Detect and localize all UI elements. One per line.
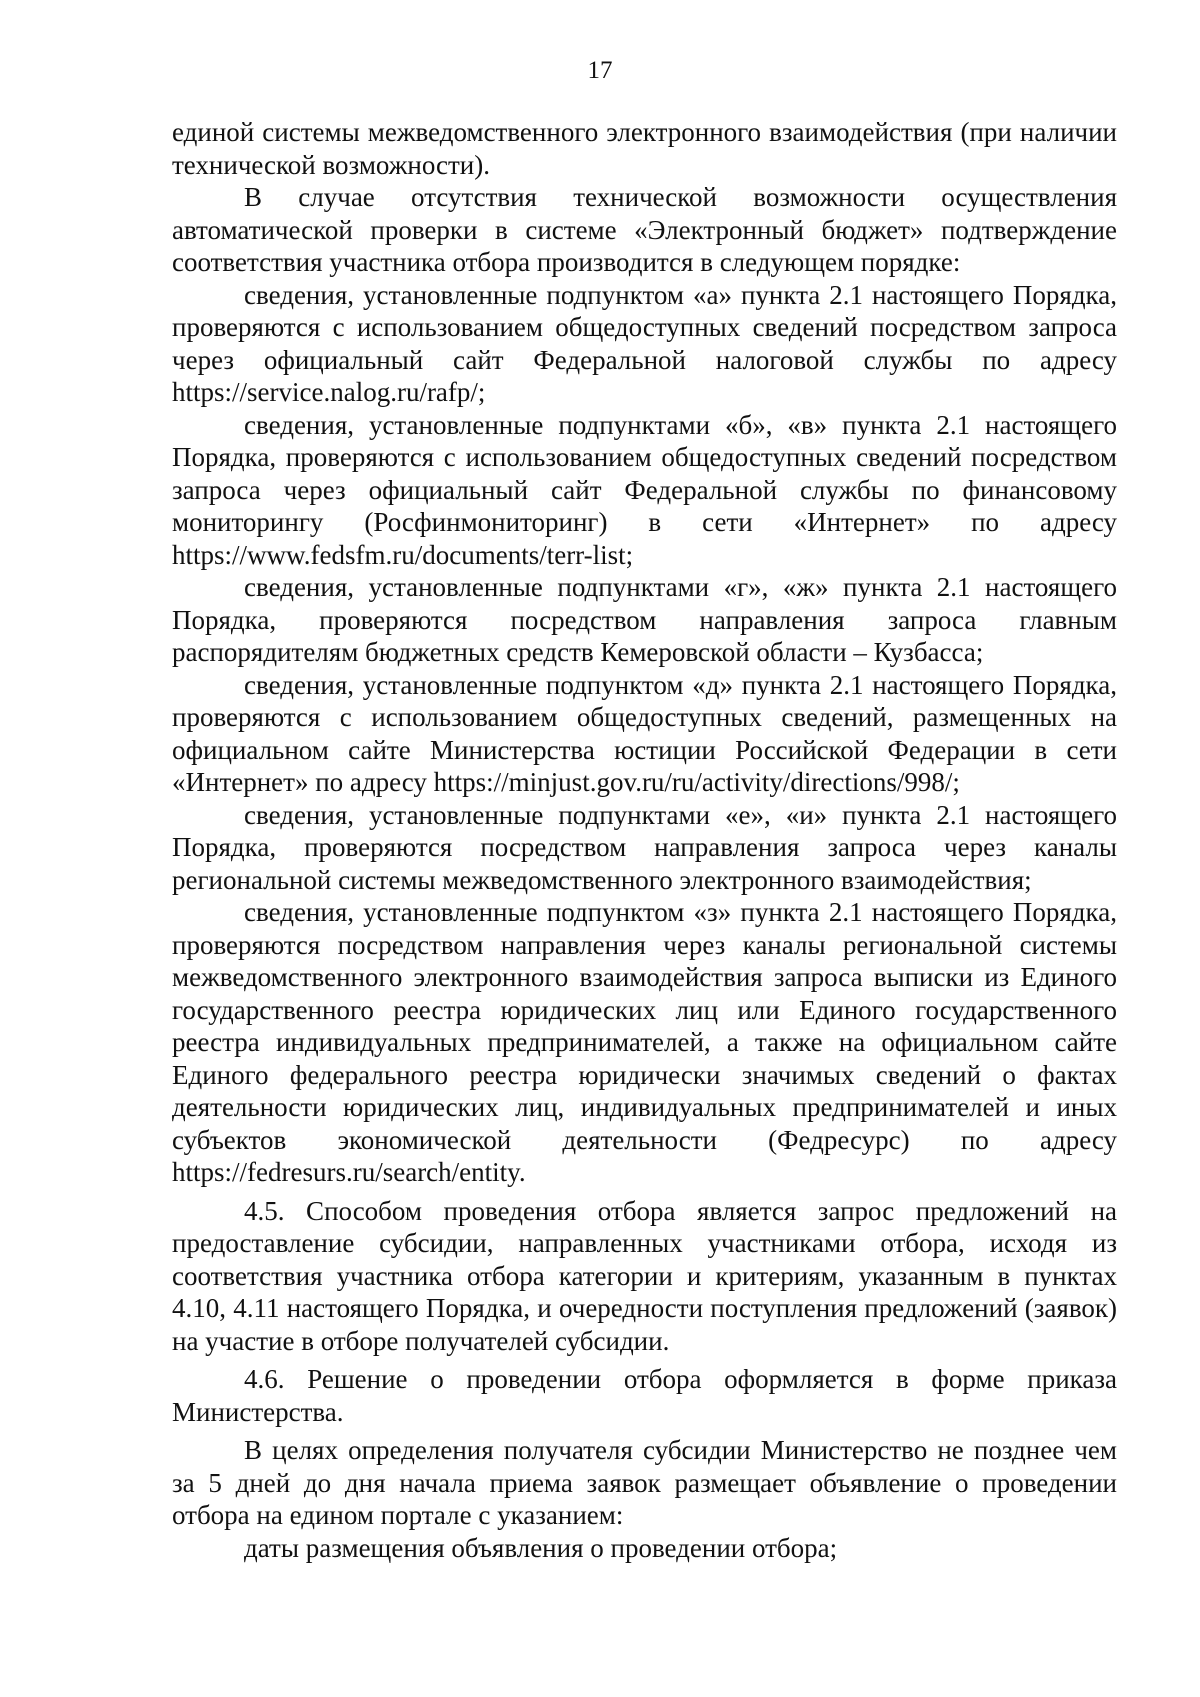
page-number: 17 [587,57,613,84]
paragraph-8: сведения, установленные подпунктом «з» пункта 2.1 настоящего Порядка, проверяются посредством направления через каналы региональной системы межведомственного электронного взаимодействия запроса выписки из Единого государственного реестра юридических лиц или Единого государственного реестра индивидуальных предпринимателей, а также на официальном сайте Единого федерального реестра юридически значимых сведений о фактах деятельности юридических лиц, индивидуальных предпринимателей и иных субъектов экономической деятельности (Федресурс) по адресу https://fedresurs.ru/search/entity. [172,897,1117,1187]
paragraph-9: 4.5. Способом проведения отбора является запрос предложений на предоставление субсидии, направленных участниками отбора, исходя из соответствия участника отбора категории и критериям, указанным в пунктах 4.10, 4.11 настоящего Порядка, и очередности поступления предложений (заявок) на участие в отборе получателей субсидии. [172,1195,1117,1356]
paragraph-10: 4.6. Решение о проведении отбора оформляется в форме приказа Министерства. [172,1364,1117,1427]
paragraph-12: даты размещения объявления о проведении отбора; [244,1532,838,1563]
paragraph-7: сведения, установленные подпунктами «е», «и» пункта 2.1 настоящего Порядка, проверяются посредством направления запроса через каналы региональной системы межведомственного электронного взаимодействия; [172,799,1117,895]
paragraph-4: сведения, установленные подпунктами «б», «в» пункта 2.1 настоящего Порядка, проверяются с использованием общедоступных сведений посредством запроса через официальный сайт Федеральной службы по финансовому мониторингу (Росфинмониторинг) в сети «Интернет» по адресу https://www.fedsfm.ru/documents/terr-list; [172,409,1117,570]
document-body [172,116,1117,1564]
paragraph-2: В случае отсутствия технической возможности осуществления автоматической проверки в системе «Электронный бюджет» подтверждение соответствия участника отбора производится в следующем порядке: [172,182,1117,277]
paragraph-1: единой системы межведомственного электронного взаимодействия (при наличии технической возможности). [172,117,1117,180]
paragraph-3: сведения, установленные подпунктом «а» пункта 2.1 настоящего Порядка, проверяются с использованием общедоступных сведений посредством запроса через официальный сайт Федеральной налоговой службы по адресу https://service.nalog.ru/rafp/; [172,279,1117,407]
paragraph-11: В целях определения получателя субсидии Министерство не позднее чем за 5 дней до дня начала приема заявок размещает объявление о проведении отбора на едином портале с указанием: [172,1435,1117,1530]
paragraph-6: сведения, установленные подпунктом «д» пункта 2.1 настоящего Порядка, проверяются с использованием общедоступных сведений, размещенных на официальном сайте Министерства юстиции Российской Федерации в сети «Интернет» по адресу https://minjust.gov.ru/ru/activity/directions/998/; [172,669,1117,797]
paragraph-5: сведения, установленные подпунктами «г», «ж» пункта 2.1 настоящего Порядка, проверяются посредством направления запроса главным распорядителям бюджетных средств Кемеровской области – Кузбасса; [172,572,1117,667]
